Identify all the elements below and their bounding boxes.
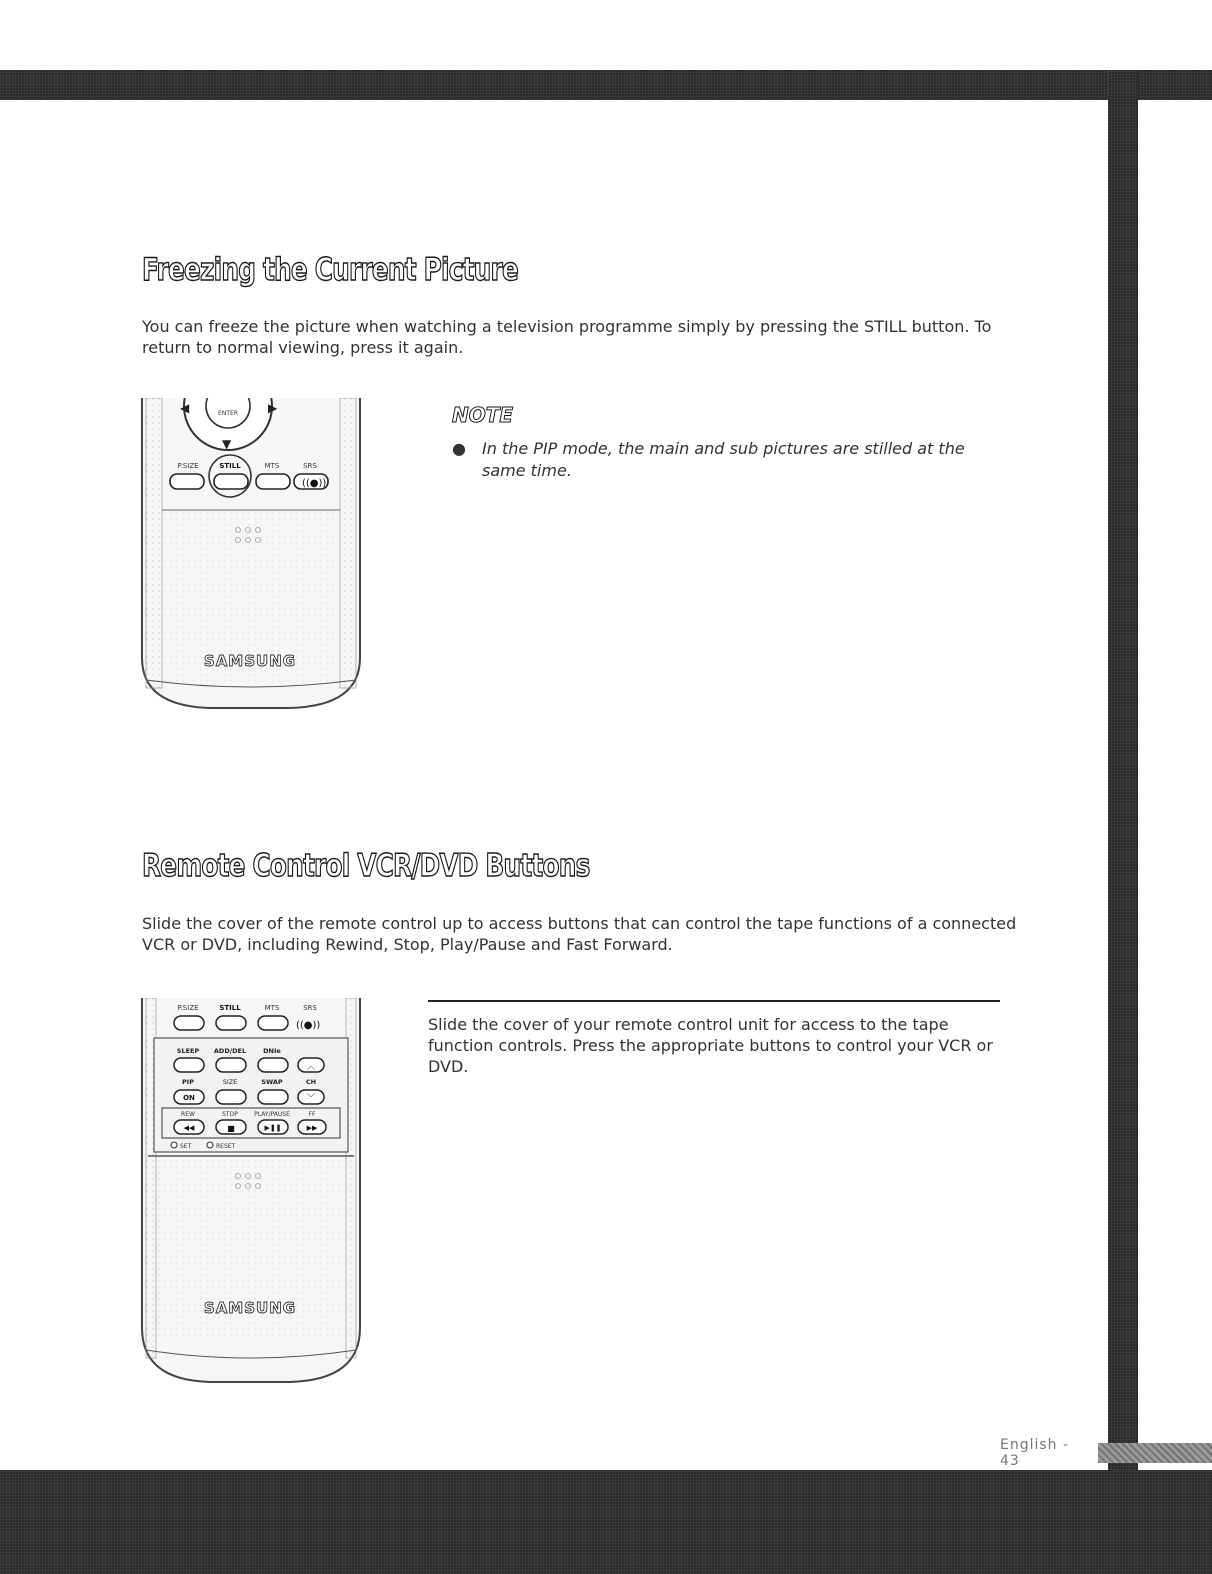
label-stop: STOP (222, 1111, 238, 1118)
mts-button (258, 1016, 288, 1030)
label-pip: PIP (182, 1078, 194, 1086)
bottom-decorative-band (0, 1470, 1212, 1574)
label-psize: P.SIZE (177, 1004, 199, 1012)
add-del-button (216, 1058, 246, 1072)
note-heading: NOTE (452, 403, 514, 427)
brand-logo: SAMSUNG (203, 652, 297, 670)
label-mts: MTS (264, 1004, 280, 1012)
label-dnie: DNIe (263, 1047, 281, 1055)
section-intro-freezing: You can freeze the picture when watching a television programme simply by pressing the STILL button. To return to normal viewing, press it again. (142, 317, 992, 357)
mts-button (256, 474, 290, 489)
label-play-pause: PLAY/PAUSE (254, 1111, 290, 1118)
play-pause-icon: ▶❚❚ (264, 1124, 282, 1132)
nav-left-arrow-icon: ◀ (180, 401, 190, 415)
top-decorative-band (0, 70, 1212, 100)
label-swap: SWAP (261, 1078, 283, 1086)
size-button (216, 1090, 246, 1104)
footer-decorative-patch (1098, 1443, 1212, 1463)
psize-button (170, 474, 204, 489)
label-ff: FF (308, 1111, 316, 1118)
sleep-button (174, 1058, 204, 1072)
button-label-srs: SRS (303, 462, 317, 470)
label-ch: CH (305, 1078, 317, 1086)
label-size: SIZE (222, 1078, 238, 1086)
button-label-still: STILL (219, 462, 241, 470)
remote-side-panel-right (340, 398, 356, 688)
label-srs: SRS (303, 1004, 317, 1012)
section-title-freezing: Freezing the Current Picture (142, 252, 518, 288)
nav-down-arrow-icon: ▼ (222, 437, 232, 451)
label-rew: REW (181, 1111, 195, 1118)
section-intro-vcr-dvd: Slide the cover of the remote control up to access buttons that can control the tape functions of a connected VCR or DVD, including Rewind, Stop, Play/Pause and Fast Forward. (142, 914, 1017, 954)
label-reset: RESET (216, 1143, 236, 1150)
remote-illustration-still (140, 398, 362, 710)
swap-button (258, 1090, 288, 1104)
right-decorative-bar (1108, 70, 1138, 1470)
stop-icon: ■ (227, 1124, 235, 1133)
label-set: SET (180, 1143, 192, 1150)
page-number: English - 43 (1000, 1437, 1070, 1469)
pip-on-label: ON (183, 1094, 195, 1102)
label-still: STILL (219, 1004, 241, 1012)
note-list (452, 438, 1012, 482)
enter-label: ENTER (218, 410, 238, 417)
page-footer (1000, 1437, 1212, 1469)
label-sleep: SLEEP (176, 1047, 200, 1055)
psize-button (174, 1016, 204, 1030)
button-label-psize: P.SIZE (177, 462, 199, 470)
nav-right-arrow-icon: ▶ (268, 401, 278, 415)
ff-icon: ▶▶ (306, 1124, 318, 1132)
button-label-mts: MTS (264, 462, 280, 470)
ch-down-icon: ﹀ (306, 1094, 316, 1104)
still-button (214, 474, 248, 489)
step-instructions: Slide the cover of your remote control unit for access to the tape function controls. Press the appropriate buttons to control your VCR or DVD. (428, 1015, 993, 1076)
still-button (216, 1016, 246, 1030)
note-item-text: In the PIP mode, the main and sub pictures are stilled at the same time. (482, 439, 965, 480)
brand-logo: SAMSUNG (203, 1299, 297, 1317)
bullet-icon: ● (452, 439, 466, 458)
dnie-button (258, 1058, 288, 1072)
remote-illustration-vcr-dvd (140, 998, 362, 1383)
section-title-vcr-dvd: Remote Control VCR/DVD Buttons (142, 848, 590, 884)
step-divider (428, 1000, 1000, 1002)
srs-icon: ((●)) (296, 1020, 321, 1031)
note-item (452, 438, 1012, 482)
ch-up-icon: ︿ (306, 1062, 316, 1072)
rew-icon: ◀◀ (183, 1124, 195, 1132)
remote-side-panel-left (146, 398, 162, 688)
srs-icon: ((●)) (302, 478, 327, 489)
label-add-del: ADD/DEL (213, 1047, 247, 1055)
